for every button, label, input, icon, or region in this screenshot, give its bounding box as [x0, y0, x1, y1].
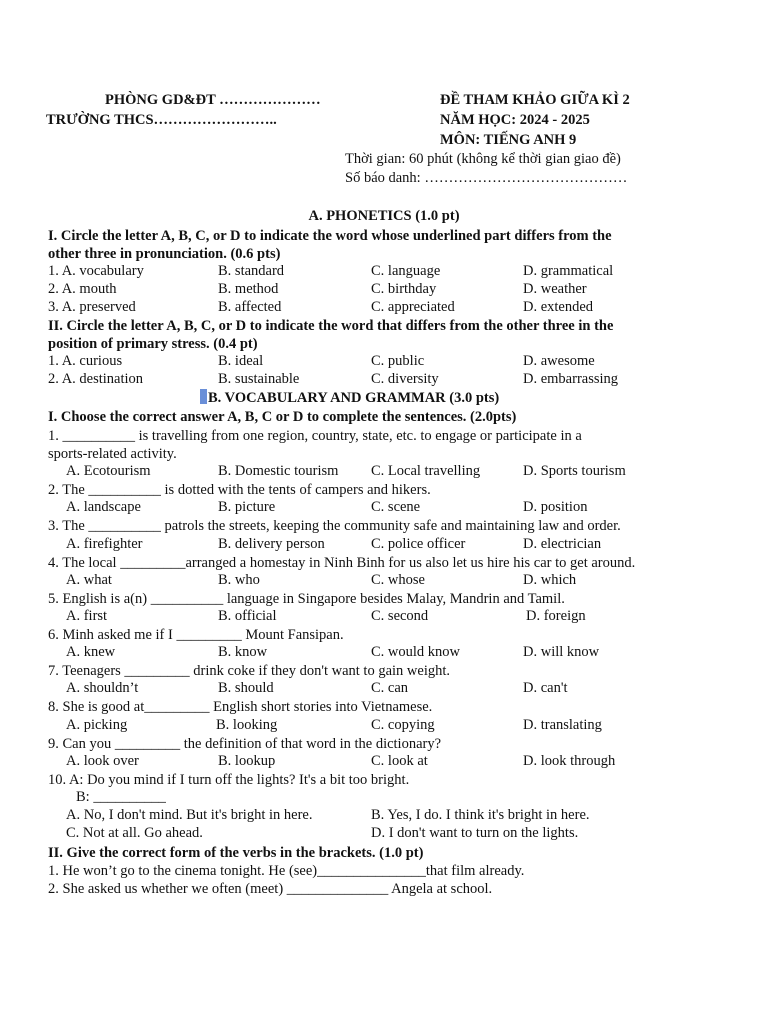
option: D. embarrassing — [523, 371, 619, 387]
phonetics-part1-title-cont: other three in pronunciation. (0.6 pts) — [48, 246, 281, 262]
option: 2. A. destination — [48, 371, 144, 387]
option: C. whose — [371, 572, 425, 588]
section-b-title: B. VOCABULARY AND GRAMMAR (3.0 pts) — [208, 390, 500, 406]
question-9: 9. Can you _________ the definition of that word in the dictionary? — [48, 736, 442, 752]
option: C. copying — [371, 717, 435, 733]
section-b-heading — [200, 389, 499, 407]
option: D. translating — [523, 717, 602, 733]
time-info: Thời gian: 60 phút (không kể thời gian giao đề) — [345, 151, 621, 167]
option: C. Local travelling — [371, 463, 481, 479]
option: D. will know — [523, 644, 600, 660]
school-year: NĂM HỌC: 2024 - 2025 — [440, 112, 590, 128]
option: D. Sports tourism — [523, 463, 626, 479]
option: A. first — [66, 608, 108, 624]
option: C. second — [371, 608, 429, 624]
option: C. public — [371, 353, 425, 369]
option: A. landscape — [66, 499, 141, 515]
option: D. electrician — [523, 536, 602, 552]
question-1: 1. __________ is travelling from one region, country, state, etc. to engage or participate in a — [48, 428, 582, 444]
option: B. who — [218, 572, 260, 588]
option: B. ideal — [218, 353, 264, 369]
option: D. position — [523, 499, 588, 515]
question-1-cont: sports-related activity. — [48, 446, 177, 462]
school-department: PHÒNG GD&ĐT ………………… — [105, 92, 321, 108]
cursor-marker — [200, 389, 207, 404]
option: A. Ecotourism — [66, 463, 151, 479]
option: C. appreciated — [371, 299, 455, 315]
option: A. shouldn’t — [66, 680, 139, 696]
option: D. which — [523, 572, 577, 588]
option: 2. A. mouth — [48, 281, 117, 297]
candidate-number: Số báo danh: …………………………………… — [345, 170, 628, 186]
option: D. look through — [523, 753, 616, 769]
option: A. what — [66, 572, 112, 588]
phonetics-part2-title: II. Circle the letter A, B, C, or D to indicate the word that differs from the other three in the — [48, 318, 614, 334]
option: B. official — [218, 608, 277, 624]
section-a-title: A. PHONETICS (1.0 pt) — [308, 208, 460, 224]
question-3: 3. The __________ patrols the streets, keeping the community safe and maintaining law and order. — [48, 518, 621, 534]
question-7: 7. Teenagers _________ drink coke if they don't want to gain weight. — [48, 663, 451, 679]
subject: MÔN: TIẾNG ANH 9 — [440, 132, 577, 148]
option: C. would know — [371, 644, 461, 660]
exam-title: ĐỀ THAM KHẢO GIỮA KÌ 2 — [440, 92, 630, 108]
option: D. foreign — [526, 608, 586, 624]
option: C. look at — [371, 753, 428, 769]
option: D. awesome — [523, 353, 595, 369]
option: B. Domestic tourism — [218, 463, 339, 479]
option: D. I don't want to turn on the lights. — [371, 825, 579, 841]
option: A. picking — [66, 717, 128, 733]
option: B. picture — [218, 499, 276, 515]
option: C. diversity — [371, 371, 439, 387]
option: B. method — [218, 281, 279, 297]
option: D. extended — [523, 299, 594, 315]
option: D. grammatical — [523, 263, 614, 279]
option: B. Yes, I do. I think it's bright in here. — [371, 807, 590, 823]
verb-question-2: 2. She asked us whether we often (meet) ______________ Angela at school. — [48, 881, 493, 897]
verb-question-1: 1. He won’t go to the cinema tonight. He (see)_______________that film already. — [48, 863, 525, 879]
question-8: 8. She is good at_________ English short stories into Vietnamese. — [48, 699, 433, 715]
question-10: 10. A: Do you mind if I turn off the lights? It's a bit too bright. — [48, 772, 410, 788]
question-10-reply: B: __________ — [76, 789, 166, 805]
option: A. look over — [66, 753, 139, 769]
vocab-part1-title: I. Choose the correct answer A, B, C or D to complete the sentences. (2.0pts) — [48, 409, 517, 425]
question-2: 2. The __________ is dotted with the tents of campers and hikers. — [48, 482, 431, 498]
option: A. knew — [66, 644, 116, 660]
phonetics-part2-title-cont: position of primary stress. (0.4 pt) — [48, 336, 258, 352]
question-4: 4. The local _________arranged a homestay in Ninh Binh for us also let us hire his car to get around. — [48, 555, 636, 571]
option: 1. A. vocabulary — [48, 263, 144, 279]
option: B. delivery person — [218, 536, 325, 552]
school-name: TRƯỜNG THCS…………………….. — [46, 112, 277, 128]
option: 1. A. curious — [48, 353, 123, 369]
question-6: 6. Minh asked me if I _________ Mount Fansipan. — [48, 627, 344, 643]
option: C. language — [371, 263, 441, 279]
option: C. police officer — [371, 536, 466, 552]
option: 3. A. preserved — [48, 299, 136, 315]
option: A. firefighter — [66, 536, 143, 552]
option: B. looking — [216, 717, 278, 733]
option: C. scene — [371, 499, 421, 515]
option: B. standard — [218, 263, 285, 279]
option: A. No, I don't mind. But it's bright in here. — [66, 807, 313, 823]
option: C. can — [371, 680, 409, 696]
question-5: 5. English is a(n) __________ language in Singapore besides Malay, Mandrin and Tamil. — [48, 591, 565, 607]
option: D. can't — [523, 680, 568, 696]
option: B. affected — [218, 299, 282, 315]
option: B. lookup — [218, 753, 276, 769]
option: D. weather — [523, 281, 587, 297]
option: C. birthday — [371, 281, 437, 297]
phonetics-part1-title: I. Circle the letter A, B, C, or D to indicate the word whose underlined part differs from the — [48, 228, 612, 244]
option: B. should — [218, 680, 274, 696]
option: B. sustainable — [218, 371, 300, 387]
option: C. Not at all. Go ahead. — [66, 825, 203, 841]
option: B. know — [218, 644, 268, 660]
verb-form-title: II. Give the correct form of the verbs in the brackets. (1.0 pt) — [48, 845, 424, 861]
